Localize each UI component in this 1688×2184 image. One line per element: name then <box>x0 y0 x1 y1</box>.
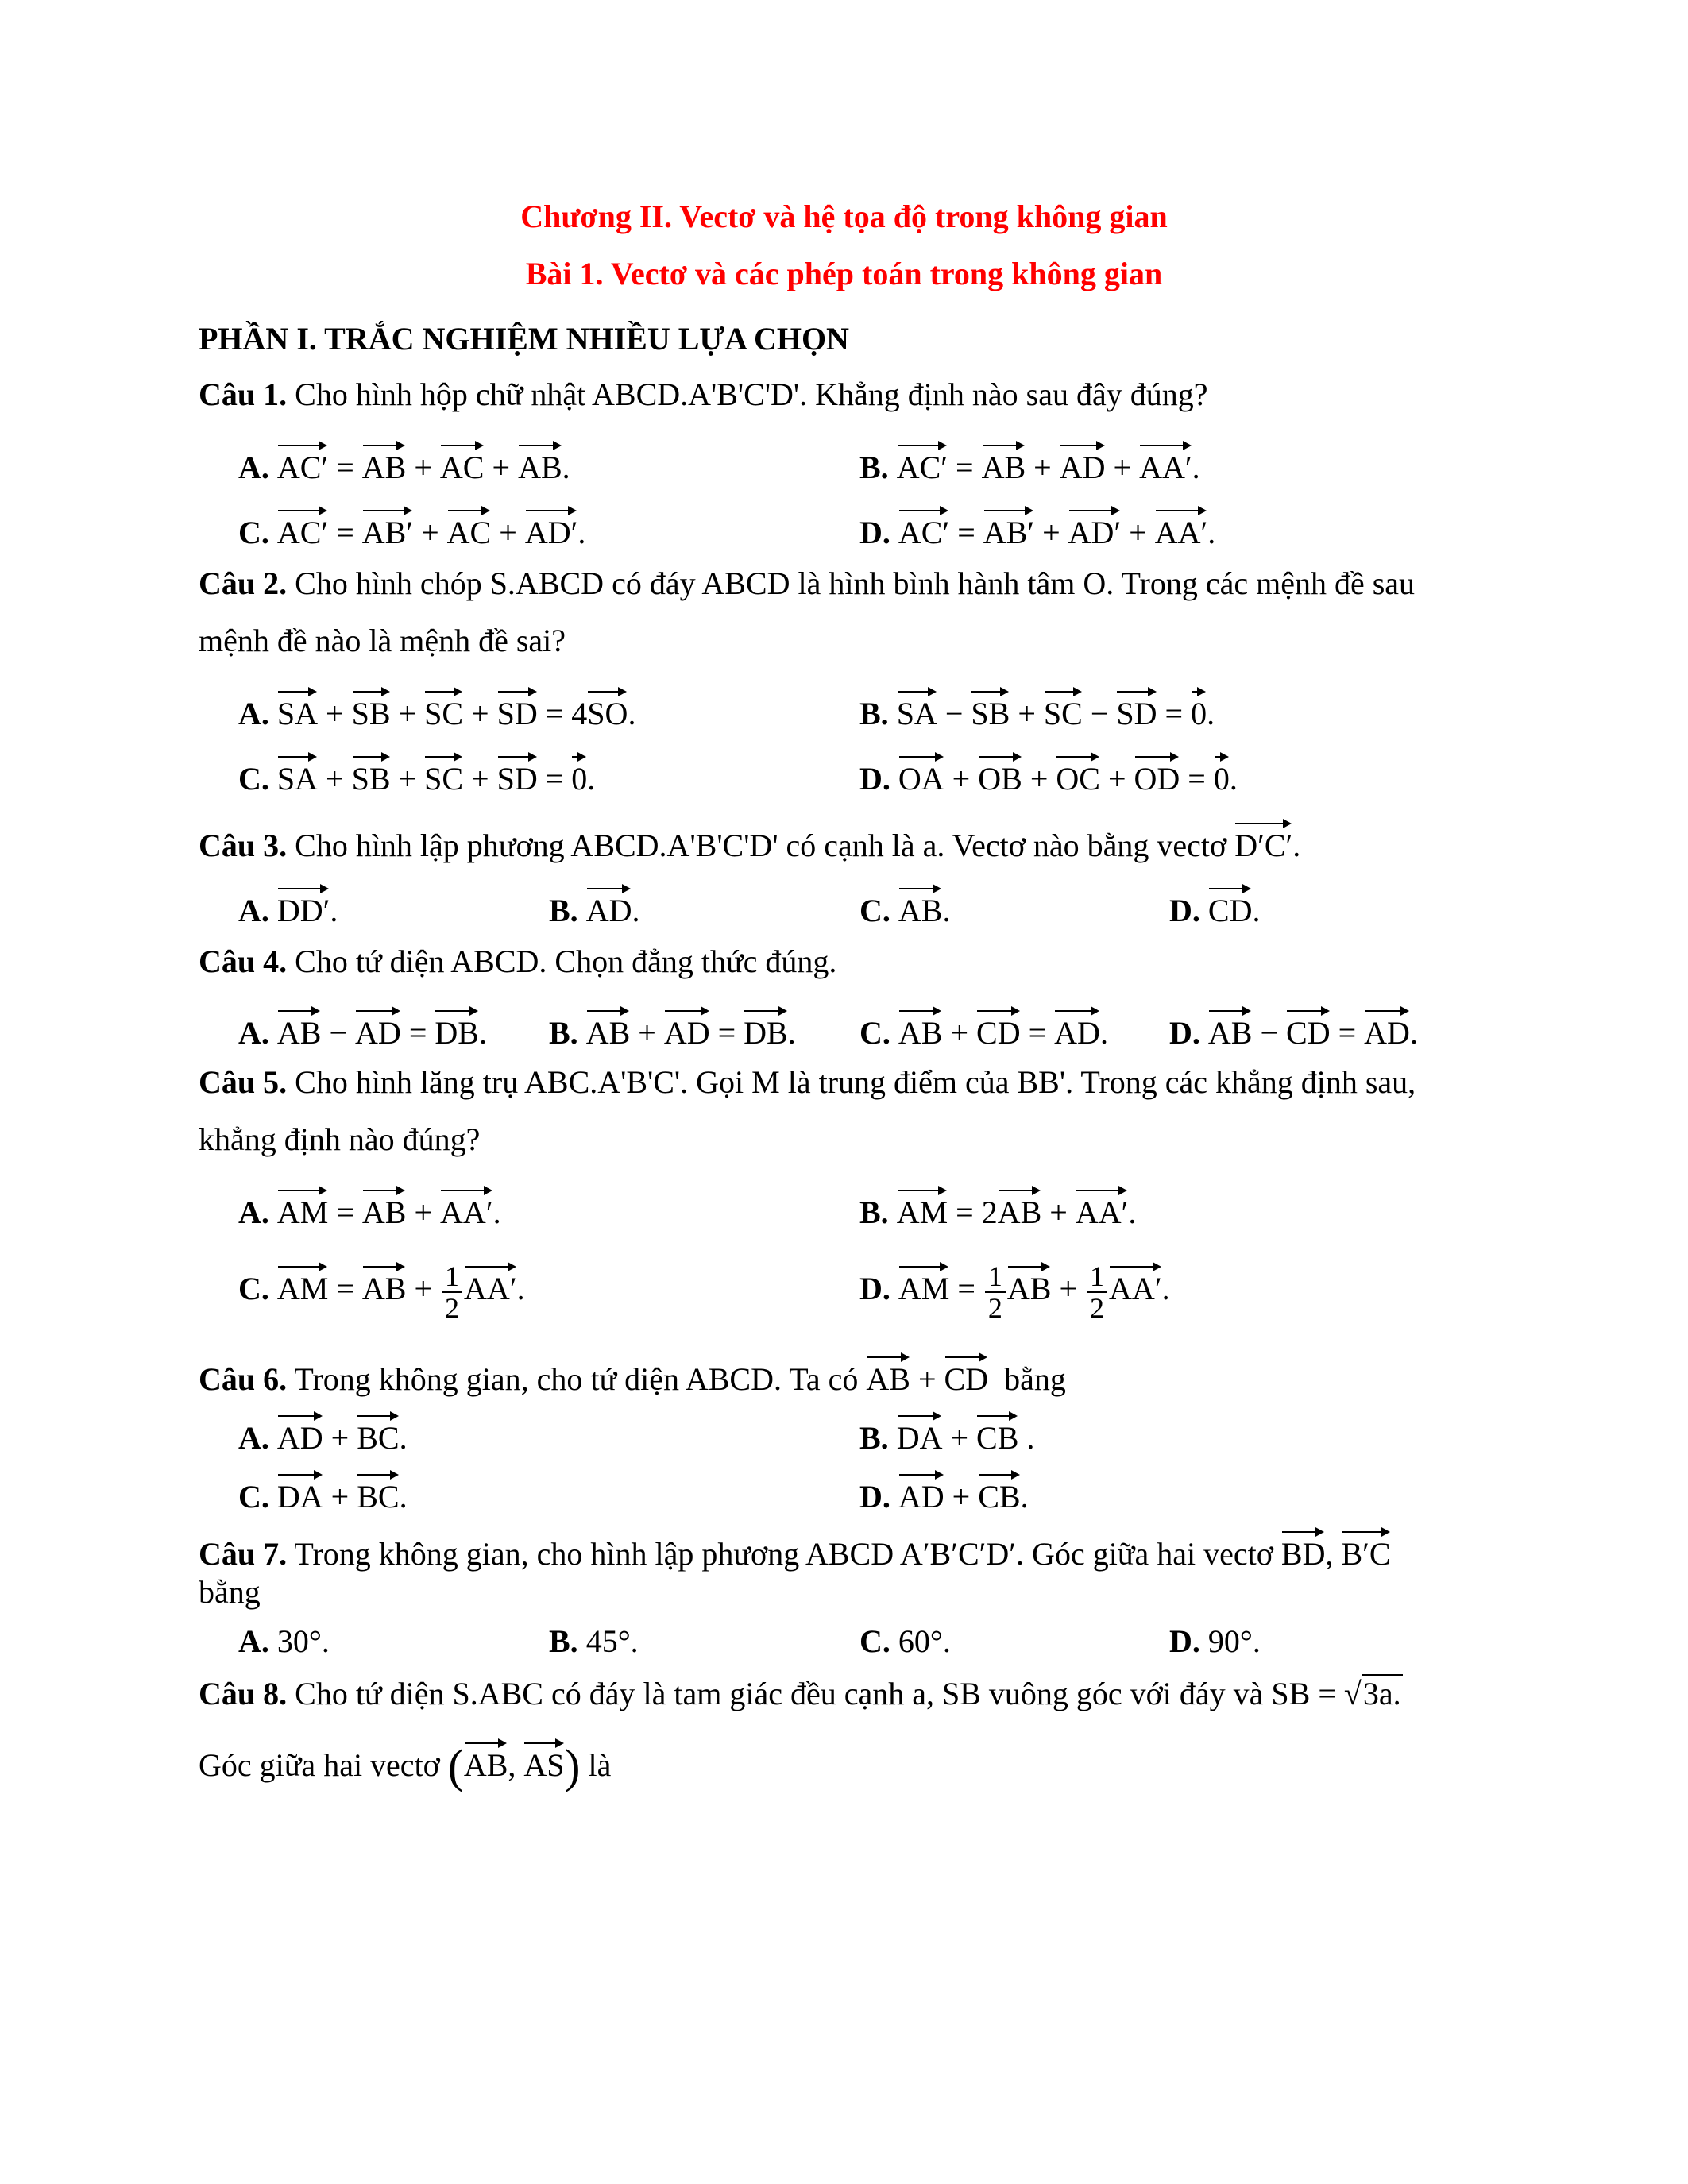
q6-option-c[interactable]: C. DA + BC. <box>238 1469 408 1517</box>
q3-option-b[interactable]: B. AD. <box>549 883 639 931</box>
q1-option-b[interactable]: B. AC′ = AB + AD + AA′. <box>859 440 1200 488</box>
q2-option-b[interactable]: B. SA − SB + SC − SD = 0. <box>859 686 1215 734</box>
question-text: Cho hình hộp chữ nhật ABCD.A'B'C'D'. Khẳng định nào sau đây đúng? <box>287 376 1208 412</box>
question-4: Câu 4. Cho tứ diện ABCD. Chọn đẳng thức đúng. <box>199 943 837 979</box>
q5-option-a[interactable]: A. AM = AB + AA′. <box>238 1185 501 1233</box>
question-1 <box>199 375 1207 415</box>
q7-option-c[interactable]: C. 60°. <box>859 1623 951 1659</box>
question-8: Câu 8. Cho tứ diện S.ABC có đáy là tam giác đều cạnh a, SB vuông góc với đáy và SB = √3a. <box>199 1676 1401 1711</box>
q5-option-c[interactable]: C. AM = AB + $\frac{1}{2}$ AA′. <box>238 1260 525 1324</box>
q3-option-d[interactable]: D. CD. <box>1169 883 1260 931</box>
q2-option-a[interactable]: A. SA + SB + SC + SD = 4SO. <box>238 686 635 734</box>
q5-option-b[interactable]: B. AM = 2AB + AA′. <box>859 1185 1136 1233</box>
q7-option-b[interactable]: B. 45°. <box>549 1623 639 1659</box>
question-2: Câu 2. Cho hình chóp S.ABCD có đáy ABCD là hình bình hành tâm O. Trong các mệnh đề sau <box>199 565 1416 601</box>
q6-option-a[interactable]: A. AD + BC. <box>238 1410 408 1458</box>
q1-option-a[interactable]: A. AC′ = AB + AC + AB. <box>238 440 570 488</box>
q6-option-d[interactable]: D. AD + CB. <box>859 1469 1029 1517</box>
lesson-title: Bài 1. Vectơ và các phép toán trong không gian <box>525 256 1163 291</box>
q4-option-b[interactable]: B. AB + AD = DB. <box>549 1005 796 1053</box>
q2-option-c[interactable]: C. SA + SB + SC + SD = 0. <box>238 751 595 799</box>
question-6: Câu 6. Trong không gian, cho tứ diện ABCD. Ta có AB + CD bằng <box>199 1352 1066 1399</box>
q5-option-d[interactable]: D. AM = $\frac{1}{2}$ AB + $\frac{1}{2}$ AA′. <box>859 1260 1170 1324</box>
q4-option-c[interactable]: C. AB + CD = AD. <box>859 1005 1108 1053</box>
chapter-title: Chương II. Vectơ và hệ tọa độ trong không gian <box>520 199 1168 234</box>
section-heading: PHẦN I. TRẮC NGHIỆM NHIỀU LỰA CHỌN <box>199 321 849 357</box>
q3-option-a[interactable]: A. DD′. <box>238 883 338 931</box>
q1-option-c[interactable]: C. AC′ = AB′ + AC + AD′. <box>238 505 585 553</box>
question-7-cont: bằng <box>199 1574 261 1610</box>
q6-option-b[interactable]: B. DA + CB . <box>859 1410 1034 1458</box>
question-8-cont: Góc giữa hai vectơ (AB, AS) là <box>199 1738 611 1786</box>
q3-option-c[interactable]: C. AB. <box>859 883 950 931</box>
question-5: Câu 5. Cho hình lăng trụ ABC.A'B'C'. Gọi M là trung điểm của BB'. Trong các khẳng định sau, <box>199 1064 1416 1100</box>
q7-option-a[interactable]: A. 30°. <box>238 1623 330 1659</box>
q7-option-d[interactable]: D. 90°. <box>1169 1623 1261 1659</box>
question-label: Câu 1. <box>199 376 288 412</box>
question-5-cont: khẳng định nào đúng? <box>199 1121 481 1157</box>
question-3: Câu 3. Cho hình lập phương ABCD.A'B'C'D' có cạnh là a. Vectơ nào bằng vectơ D′C′. <box>199 818 1300 866</box>
q1-option-d[interactable]: D. AC′ = AB′ + AD′ + AA′. <box>859 505 1215 553</box>
question-2-cont: mệnh đề nào là mệnh đề sai? <box>199 623 566 658</box>
q2-option-d[interactable]: D. OA + OB + OC + OD = 0. <box>859 751 1238 799</box>
question-7: Câu 7. Trong không gian, cho hình lập phương ABCD A′B′C′D′. Góc giữa hai vectơ BD, B′C <box>199 1526 1391 1574</box>
q4-option-a[interactable]: A. AB − AD = DB. <box>238 1005 487 1053</box>
q4-option-d[interactable]: D. AB − CD = AD. <box>1169 1005 1418 1053</box>
